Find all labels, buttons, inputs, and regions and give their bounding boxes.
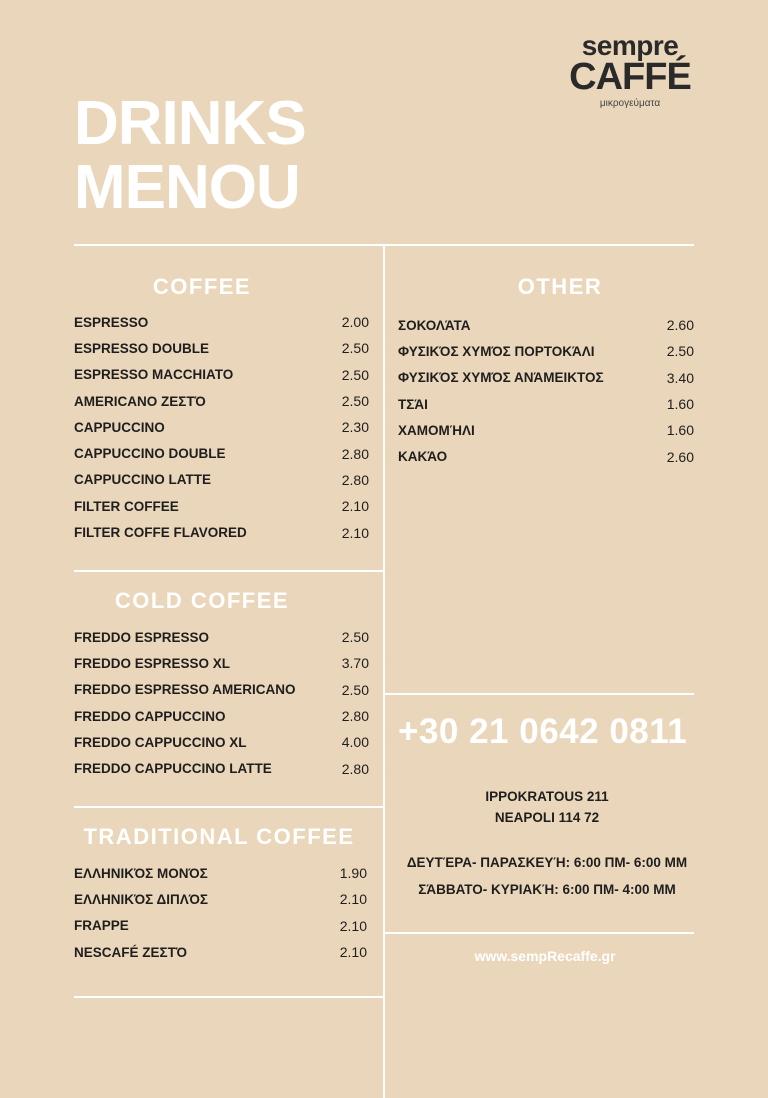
- traditional-coffee-heading: TRADITIONAL COFFEE: [83, 824, 355, 849]
- menu-item-name: FREDDO ESPRESSO AMERICANO: [74, 682, 296, 698]
- contact-divider: [384, 932, 694, 934]
- logo-line-2: CAFFÉ: [569, 56, 691, 98]
- menu-item-price: 2.60: [666, 448, 694, 465]
- menu-item: [74, 677, 369, 703]
- menu-item-price: 1.90: [339, 865, 367, 882]
- menu-item-price: 3.40: [666, 369, 694, 386]
- phone-number[interactable]: +30 21 0642 0811: [398, 712, 688, 751]
- website-link[interactable]: www.sempRecaffe.gr: [474, 948, 616, 964]
- menu-item-name: FREDDO ESPRESSO: [74, 629, 210, 645]
- menu-item: [74, 913, 367, 939]
- traditional-coffee-list: [74, 860, 367, 965]
- menu-item-price: 2.50: [341, 681, 369, 698]
- title-line-1: DRINKS: [74, 89, 306, 158]
- menu-item-name: FREDDO CAPPUCCINO LATTE: [74, 761, 272, 777]
- menu-item: [74, 886, 367, 912]
- menu-item-price: 2.80: [341, 471, 369, 488]
- menu-item: [74, 362, 369, 388]
- logo-tagline: μικρογεύματα: [599, 98, 661, 109]
- menu-item-price: 3.70: [341, 655, 369, 672]
- menu-item-price: 2.00: [341, 314, 369, 331]
- menu-item-name: ESPRESSO: [74, 314, 149, 330]
- menu-item-name: AMERICANO ΖΕΣΤΌ: [74, 393, 206, 409]
- menu-item-name: ΣΟΚΟΛΆΤΑ: [398, 317, 471, 333]
- address: [384, 786, 710, 828]
- cold-coffee-heading: COLD COFFEE: [114, 588, 290, 613]
- opening-hours: [384, 849, 710, 903]
- menu-item: [398, 417, 694, 443]
- hours-weekend: ΣΆΒΒΑΤΟ- ΚΥΡΙΑΚΉ: 6:00 ΠΜ- 4:00 ΜΜ: [418, 882, 676, 897]
- menu-item-name: ΦΥΣΙΚΌΣ ΧΥΜΌΣ ΠΟΡΤΟΚΆΛΙ: [398, 343, 595, 359]
- title-line-2: MENOU: [74, 153, 300, 222]
- brand-logo: [560, 32, 700, 109]
- coffee-heading: COFFEE: [152, 274, 252, 299]
- menu-item: [74, 414, 369, 440]
- logo-line-1: sempre: [581, 30, 679, 61]
- menu-item: [398, 338, 694, 364]
- address-line-1: IPPOKRATOUS 211: [485, 789, 609, 804]
- menu-item-name: ΦΥΣΙΚΌΣ ΧΥΜΌΣ ΑΝΆΜΕΙΚΤΟΣ: [398, 370, 604, 386]
- coffee-divider: [74, 570, 384, 572]
- menu-item-name: FILTER COFFE FLAVORED: [74, 525, 247, 541]
- menu-item: [74, 493, 369, 519]
- menu-item-name: FREDDO ESPRESSO XL: [74, 655, 231, 671]
- menu-item-name: ΚΑΚΆΟ: [398, 449, 448, 465]
- cold-coffee-divider: [74, 806, 384, 808]
- menu-item-price: 2.50: [666, 343, 694, 360]
- menu-item-price: 2.10: [339, 891, 367, 908]
- menu-item-name: ΤΣΆΙ: [398, 396, 428, 412]
- menu-item-price: 2.50: [341, 393, 369, 410]
- other-divider: [384, 693, 694, 695]
- menu-item-name: ESPRESSO DOUBLE: [74, 340, 210, 356]
- other-list: [398, 312, 694, 470]
- menu-item-name: FRAPPE: [74, 918, 129, 934]
- menu-item-name: FREDDO CAPPUCCINO: [74, 708, 226, 724]
- hours-weekdays: ΔΕΥΤΈΡΑ- ΠΑΡΑΣΚΕΥΉ: 6:00 ΠΜ- 6:00 ΜΜ: [406, 855, 688, 870]
- menu-item-price: 2.80: [341, 445, 369, 462]
- menu-item: [74, 650, 369, 676]
- menu-item-price: 4.00: [341, 734, 369, 751]
- menu-item-name: CAPPUCCINO: [74, 419, 165, 435]
- menu-item-price: 2.80: [341, 708, 369, 725]
- coffee-list: [74, 309, 369, 546]
- menu-item: [74, 388, 369, 414]
- menu-item-price: 2.10: [339, 917, 367, 934]
- page-title: [74, 89, 306, 222]
- menu-item-price: 2.50: [341, 629, 369, 646]
- menu-item: [74, 309, 369, 335]
- menu-item-name: ΕΛΛΗΝΙΚΌΣ ΜΟΝΌΣ: [74, 865, 208, 881]
- menu-item: [74, 939, 367, 965]
- menu-item: [74, 335, 369, 361]
- menu-item: [74, 755, 369, 781]
- menu-item-name: NESCAFÉ ΖΕΣΤΌ: [74, 944, 187, 960]
- menu-item: [74, 729, 369, 755]
- menu-item-price: 2.10: [341, 524, 369, 541]
- menu-item-name: ΕΛΛΗΝΙΚΌΣ ΔΙΠΛΌΣ: [74, 891, 208, 907]
- menu-item-price: 2.10: [339, 944, 367, 961]
- address-line-2: NEAPOLI 114 72: [494, 810, 600, 825]
- menu-item-price: 2.80: [341, 760, 369, 777]
- menu-item: [398, 365, 694, 391]
- menu-item: [74, 624, 369, 650]
- traditional-divider: [74, 996, 384, 998]
- center-divider: [383, 244, 385, 1098]
- menu-item-name: ESPRESSO MACCHIATO: [74, 367, 234, 383]
- menu-item: [74, 467, 369, 493]
- menu-item: [74, 703, 369, 729]
- menu-item: [74, 860, 367, 886]
- menu-item-name: FREDDO CAPPUCCINO XL: [74, 734, 247, 750]
- menu-item-name: ΧΑΜΟΜΉΛΙ: [398, 422, 475, 438]
- menu-item-name: CAPPUCCINO DOUBLE: [74, 446, 226, 462]
- menu-item: [398, 391, 694, 417]
- menu-item-price: 2.10: [341, 498, 369, 515]
- menu-item-price: 2.50: [341, 366, 369, 383]
- menu-item-price: 2.50: [341, 340, 369, 357]
- menu-item-price: 1.60: [666, 396, 694, 413]
- menu-item-name: CAPPUCCINO LATTE: [74, 472, 211, 488]
- menu-item: [74, 519, 369, 545]
- other-heading: OTHER: [517, 274, 603, 299]
- menu-item-price: 2.60: [666, 317, 694, 334]
- menu-item: [398, 312, 694, 338]
- menu-item-price: 2.30: [341, 419, 369, 436]
- menu-item: [398, 443, 694, 469]
- menu-item-name: FILTER COFFEE: [74, 498, 179, 514]
- cold-coffee-list: [74, 624, 369, 782]
- menu-item: [74, 440, 369, 466]
- menu-item-price: 1.60: [666, 422, 694, 439]
